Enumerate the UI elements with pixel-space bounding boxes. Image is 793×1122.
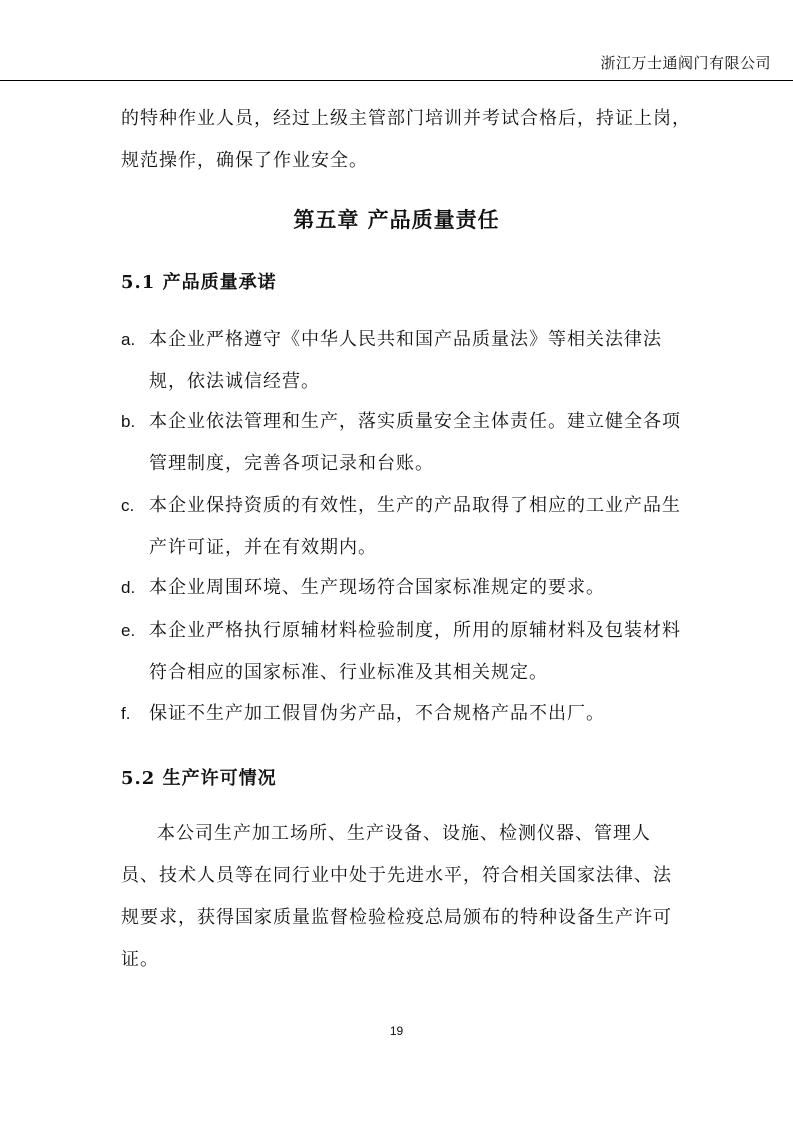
list-item <box>121 610 681 694</box>
list-item-text: 本企业周围环境、生产现场符合国家标准规定的要求。 <box>149 577 605 598</box>
list-item <box>121 401 681 485</box>
list-marker: f. <box>121 704 131 723</box>
section-title-5-1: 5.1 产品质量承诺 <box>121 272 277 293</box>
header-company-name: 浙江万士通阀门有限公司 <box>600 54 771 72</box>
intro-line-2: 规范操作，确保了作业安全。 <box>121 150 368 171</box>
list-item <box>121 319 681 403</box>
list-marker: d. <box>121 578 136 597</box>
chapter-title: 第五章 产品质量责任 <box>293 207 500 232</box>
list-item <box>121 485 681 569</box>
list-item-text: 本企业保持资质的有效性，生产的产品取得了相应的工业产品生产许可证，并在有效期内。 <box>149 495 681 558</box>
intro-line-1: 的特种作业人员，经过上级主管部门培训并考试合格后，持证上岗， <box>121 108 691 129</box>
list-marker: c. <box>121 496 135 515</box>
section-5-2-paragraph: 本公司生产加工场所、生产设备、设施、检测仪器、管理人员、技术人员等在同行业中处于先进水平，符合相关国家法律、法规要求，获得国家质量监督检验检疫总局颁布的特种设备生产许可证。 <box>121 823 672 970</box>
list-marker: a. <box>121 330 136 349</box>
list-item-text: 本企业严格遵守《中华人民共和国产品质量法》等相关法律法规，依法诚信经营。 <box>149 329 662 392</box>
list-item-text: 保证不生产加工假冒伪劣产品，不合规格产品不出厂。 <box>149 703 605 724</box>
list-item <box>121 567 681 609</box>
list-marker: b. <box>121 412 136 431</box>
header-divider <box>0 80 793 81</box>
list-item-text: 本企业严格执行原辅材料检验制度，所用的原辅材料及包装材料符合相应的国家标准、行业标准及其相关规定。 <box>149 620 681 683</box>
list-item-text: 本企业依法管理和生产，落实质量安全主体责任。建立健全各项管理制度，完善各项记录和台账。 <box>149 411 681 474</box>
list-marker: e. <box>121 621 136 640</box>
list-item <box>121 693 681 735</box>
page-number: 19 <box>389 1024 404 1038</box>
section-title-5-2: 5.2 生产许可情况 <box>121 768 277 789</box>
